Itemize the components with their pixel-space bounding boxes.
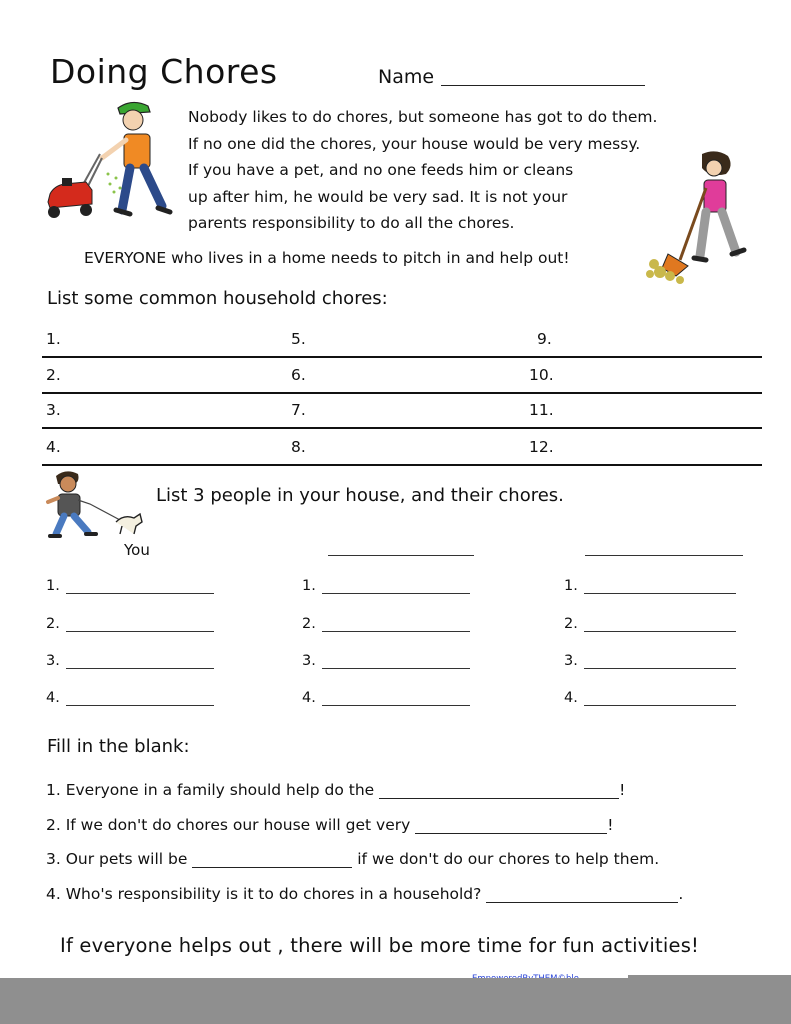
chores-row[interactable] [42, 393, 762, 429]
raking-girl-icon [640, 148, 750, 288]
person-chore-blank[interactable] [46, 690, 214, 706]
you-column-label: You [124, 541, 150, 559]
question-3: 3. Our pets will be if we don't do our chores to help them. [46, 850, 660, 868]
person-chore-blank[interactable] [302, 578, 470, 594]
chore-number: 1. [46, 330, 61, 348]
blank-number: 4. [302, 690, 316, 706]
blank-number: 1. [564, 578, 578, 594]
chore-number: 12. [529, 438, 554, 456]
person-chore-blank[interactable] [302, 690, 470, 706]
question-4: 4. Who's responsibility is it to do chores in a household? . [46, 885, 684, 903]
blank-number: 2. [46, 616, 60, 632]
fill-in-blank-heading: Fill in the blank: [47, 736, 190, 757]
everyone-statement: EVERYONE who lives in a home needs to pitch in and help out! [84, 249, 570, 267]
answer-blank[interactable] [379, 784, 619, 799]
chore-number: 10. [529, 366, 554, 384]
question-2: 2. If we don't do chores our house will get very ! [46, 816, 614, 834]
intro-line: parents responsibility to do all the chores. [188, 214, 515, 232]
chore-number: 9. [537, 330, 552, 348]
blank-number: 4. [46, 690, 60, 706]
chore-number: 2. [46, 366, 61, 384]
chores-row[interactable] [42, 358, 762, 394]
answer-blank[interactable] [415, 819, 607, 834]
person-chore-blank[interactable] [302, 653, 470, 669]
dog-walking-kid-icon [44, 468, 148, 544]
answer-blank[interactable] [192, 853, 352, 868]
blank-number: 3. [564, 653, 578, 669]
chore-number: 3. [46, 401, 61, 419]
blank-number: 2. [302, 616, 316, 632]
person-chore-blank[interactable] [302, 616, 470, 632]
intro-paragraph [188, 104, 657, 237]
chore-number: 4. [46, 438, 61, 456]
blank-number: 3. [302, 653, 316, 669]
person-chore-blank[interactable] [564, 690, 736, 706]
intro-line: If you have a pet, and no one feeds him or cleans [188, 161, 574, 179]
blank-number: 3. [46, 653, 60, 669]
person-name-blank[interactable] [328, 555, 474, 556]
chore-number: 6. [291, 366, 306, 384]
intro-line: If no one did the chores, your house would be very messy. [188, 134, 641, 153]
person-chore-blank[interactable] [46, 653, 214, 669]
intro-line: Nobody likes to do chores, but someone has got to do them. [188, 108, 658, 126]
intro-line: up after him, he would be very sad. It is not your [188, 187, 568, 206]
blank-number: 4. [564, 690, 578, 706]
blank-number: 1. [302, 578, 316, 594]
name-field-line[interactable] [441, 85, 645, 86]
people-chores-heading: List 3 people in your house, and their chores. [156, 485, 564, 506]
question-1: 1. Everyone in a family should help do the ! [46, 781, 626, 799]
chore-number: 5. [291, 330, 306, 348]
chore-number: 11. [529, 401, 554, 419]
closing-statement: If everyone helps out , there will be more time for fun activities! [60, 934, 700, 957]
person-chore-blank[interactable] [46, 616, 214, 632]
chores-row[interactable] [42, 430, 762, 466]
person-chore-blank[interactable] [564, 578, 736, 594]
answer-blank[interactable] [486, 888, 678, 903]
chores-row[interactable] [42, 322, 762, 358]
blank-number: 2. [564, 616, 578, 632]
chore-number: 8. [291, 438, 306, 456]
lawn-mower-boy-icon [40, 98, 180, 228]
person-chore-blank[interactable] [564, 653, 736, 669]
chore-number: 7. [291, 401, 306, 419]
person-chore-blank[interactable] [46, 578, 214, 594]
household-chores-heading: List some common household chores: [47, 288, 388, 309]
footer-bar [0, 978, 791, 1024]
blank-number: 1. [46, 578, 60, 594]
page-title: Doing Chores [50, 52, 278, 91]
person-name-blank[interactable] [585, 555, 743, 556]
name-label: Name [378, 66, 435, 88]
person-chore-blank[interactable] [564, 616, 736, 632]
